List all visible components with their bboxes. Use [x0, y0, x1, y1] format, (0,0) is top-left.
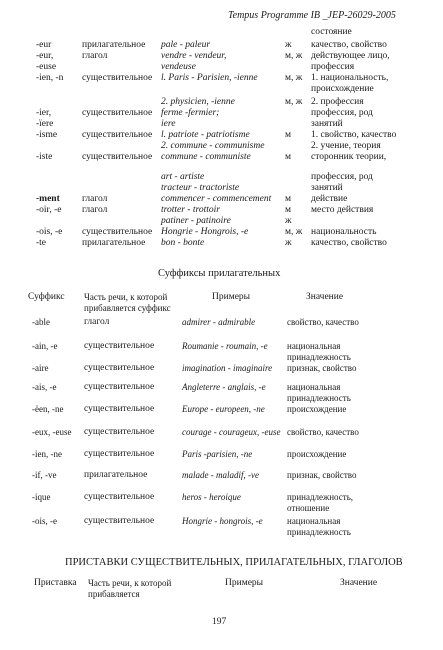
section3-title: ПРИСТАВКИ СУЩЕСТВИТЕЛЬНЫХ, ПРИЛАГАТЕЛЬНЫХ, ГЛАГОЛОВ: [65, 557, 403, 568]
example-cell: vendeuse: [161, 62, 196, 72]
col-header-meaning-prefix: Значение: [340, 578, 378, 588]
pos-cell: существительное: [84, 492, 155, 502]
pos-cell: существительное: [84, 427, 155, 437]
suffix-cell: -if, -ve: [32, 470, 57, 480]
example-cell: admirer - admirable: [182, 317, 256, 327]
gender-cell: ж: [285, 216, 292, 226]
suffix-cell: -euse: [36, 62, 57, 72]
example-cell: Hongrie - hongrois, -e: [182, 516, 263, 526]
pos-cell: прилагательное: [82, 238, 146, 248]
meaning-cell: признак, свойство: [287, 363, 357, 373]
example-cell: iere: [161, 119, 176, 129]
suffix-cell: -ois, -e: [36, 227, 63, 237]
col-header-pos: Часть речи, к которой прибавляется суффикс: [84, 292, 171, 313]
example-cell: l. Paris - Parisien, -ienne: [161, 73, 258, 83]
section2-title: Суффиксы прилагательных: [158, 268, 281, 279]
example-cell: ferme -fermier;: [161, 108, 220, 118]
meaning-cell: происхождение: [287, 449, 347, 459]
suffix-cell: -ïere: [36, 119, 54, 129]
col-header-prefix: Приставка: [34, 578, 77, 588]
pos-cell: существительное: [84, 516, 155, 526]
col-header-pos-prefix: Часть речи, к которой прибавляется: [88, 578, 172, 599]
pos-cell: глагол: [82, 51, 108, 61]
meaning-cell: профессия, род: [311, 108, 373, 118]
meaning-cell: национальная принадлежность: [287, 382, 351, 403]
page-number: 197: [212, 617, 227, 627]
example-cell: Angleterre - anglais, -e: [182, 382, 266, 392]
example-cell: tracteur - tractoriste: [161, 183, 240, 193]
example-cell: commune - communiste: [161, 152, 251, 162]
example-cell: vendre - vendeur,: [161, 51, 227, 61]
meaning-cell: занятий: [311, 119, 343, 129]
meaning-cell: 1. свойство, качество: [311, 130, 397, 140]
suffix-cell: -ois, -e: [32, 516, 57, 526]
meaning-cell: действующее лицо,: [311, 51, 390, 61]
meaning-cell: происхождение: [287, 404, 347, 414]
example-cell: l. patriote - patriotisme: [161, 130, 250, 140]
pos-cell: существительное: [82, 108, 153, 118]
pos-cell: прилагательное: [84, 470, 148, 480]
pos-cell: существительное: [82, 73, 153, 83]
meaning-cell: национальность: [311, 227, 377, 237]
suffix-cell: -ique: [32, 492, 51, 502]
suffix-cell: -ëen, -ne: [32, 404, 64, 414]
pos-cell: существительное: [84, 341, 155, 351]
pos-cell: существительное: [84, 404, 155, 414]
suffix-cell: -te: [36, 238, 47, 248]
example-cell: bon - bonte: [161, 238, 205, 248]
col-header-examples-prefix: Примеры: [225, 578, 264, 588]
suffix-cell: -oir, -e: [36, 205, 62, 215]
example-cell: patiner - patinoire: [161, 216, 231, 226]
suffix-cell: -eur: [36, 40, 52, 50]
suffix-cell: -ier,: [36, 108, 52, 118]
suffix-cell: -ien, -n: [36, 73, 64, 83]
example-cell: imagination - imaginaire: [182, 363, 273, 373]
meaning-cell: 2. профессия: [311, 97, 364, 107]
meaning-cell: свойство, качество: [287, 317, 359, 327]
meaning-cell: 1. национальность,: [311, 73, 389, 83]
col-header-suffix: Суффикс: [28, 292, 65, 302]
gender-cell: м: [285, 194, 292, 204]
meaning-cell: национальная принадлежность: [287, 516, 351, 537]
meaning-cell: качество, свойство: [311, 40, 387, 50]
pos-cell: глагол: [82, 194, 108, 204]
example-cell: 2. physicien, -ienne: [161, 97, 235, 107]
pos-cell: существительное: [84, 363, 155, 373]
meaning-cell: происхождение: [311, 84, 374, 94]
meaning-cell: признак, свойство: [287, 470, 357, 480]
pos-cell: глагол: [84, 317, 110, 327]
example-cell: malade - maladif, -ve: [182, 470, 259, 480]
suffix-cell: -ain, -e: [32, 341, 58, 351]
meaning-cell: принадлежность, отношение: [287, 492, 354, 513]
example-cell: courage - courageux, -euse: [182, 427, 281, 437]
example-cell: heros - heroique: [182, 492, 241, 502]
suffix-cell: -ien, -ne: [32, 449, 62, 459]
gender-cell: м, ж: [285, 227, 303, 237]
example-cell: commencer - commencement: [161, 194, 272, 204]
meaning-cell: действие: [311, 194, 348, 204]
example-cell: trotter - trottoir: [161, 205, 220, 215]
example-cell: pale - paleur: [161, 40, 211, 50]
meaning-cell: место действия: [311, 205, 374, 215]
suffix-cell: -eur,: [36, 51, 54, 61]
example-cell: Roumanie - roumain, -e: [182, 341, 268, 351]
meaning-cell: свойство, качество: [287, 427, 359, 437]
suffix-cell: -aire: [32, 363, 49, 373]
pos-cell: прилагательное: [82, 40, 146, 50]
gender-cell: ж: [285, 40, 292, 50]
pos-cell: существительное: [84, 449, 155, 459]
meaning-cell: сторонник теории,: [311, 152, 387, 162]
suffix-cell: -able: [32, 317, 50, 327]
pos-cell: существительное: [84, 382, 155, 392]
col-header-examples: Примеры: [212, 292, 251, 302]
meaning-cell: профессия: [311, 62, 355, 72]
example-cell: Paris -parisien, -ne: [182, 449, 253, 459]
pos-cell: существительное: [82, 130, 153, 140]
suffix-cell: -eux, -euse: [32, 427, 72, 437]
suffix-cell: -iste: [36, 152, 53, 162]
col-header-meaning: Значение: [306, 292, 344, 302]
example-cell: art - artiste: [161, 172, 205, 182]
gender-cell: м: [285, 152, 292, 162]
gender-cell: м: [285, 130, 292, 140]
gender-cell: м, ж: [285, 97, 303, 107]
pos-cell: глагол: [82, 205, 108, 215]
pos-cell: существительное: [82, 152, 153, 162]
meaning-cell: профессия, род: [311, 172, 373, 182]
suffix-cell: -ment: [36, 194, 60, 204]
meaning-cell: качество, свойство: [311, 238, 387, 248]
example-cell: 2. commune - communisme: [161, 141, 265, 151]
gender-cell: ж: [285, 238, 292, 248]
meaning-cell: занятий: [311, 183, 343, 193]
suffix-cell: -ais, -e: [32, 382, 57, 392]
example-cell: Hongrie - Hongrois, -e: [161, 227, 249, 237]
pos-cell: существительное: [82, 227, 153, 237]
meaning-cell: 2. учение, теория: [311, 141, 381, 151]
example-cell: Europe - europeen, -ne: [182, 404, 265, 414]
meaning-cell: национальная принадлежность: [287, 341, 351, 362]
gender-cell: м: [285, 205, 292, 215]
suffix-cell: -isme: [36, 130, 58, 140]
gender-cell: м, ж: [285, 73, 303, 83]
table1-top-meaning: состояние: [311, 27, 352, 37]
page-header: Tempus Programme IB _JEP-26029-2005: [228, 10, 396, 21]
gender-cell: м, ж: [285, 51, 303, 61]
